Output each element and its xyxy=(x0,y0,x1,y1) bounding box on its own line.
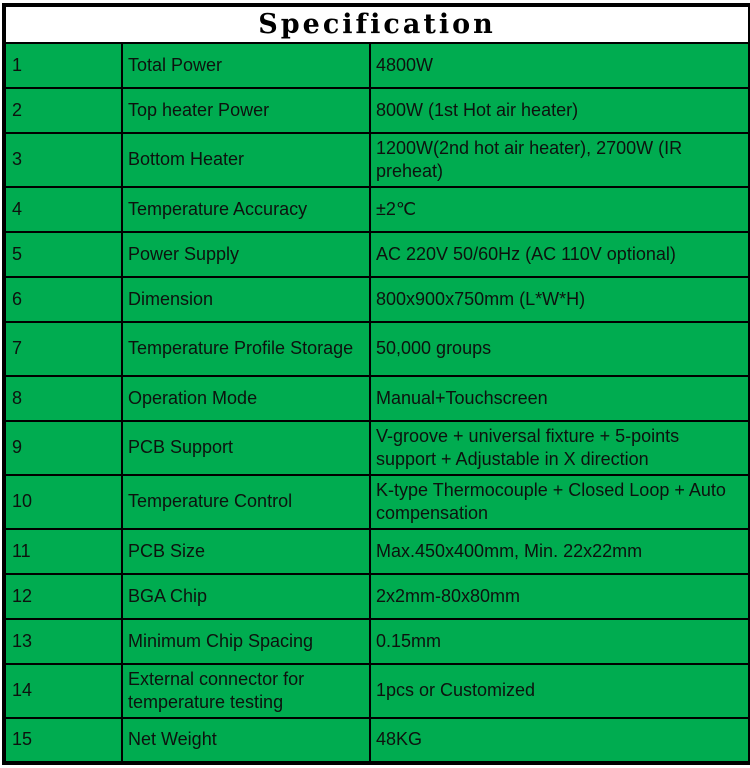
row-number: 15 xyxy=(4,718,122,763)
row-number: 4 xyxy=(4,187,122,232)
row-number: 9 xyxy=(4,421,122,475)
table-row xyxy=(4,619,750,664)
table-header-row xyxy=(4,5,750,43)
spec-item-label: Temperature Control xyxy=(122,475,370,529)
spec-item-label: Net Weight xyxy=(122,718,370,763)
spec-item-label: Temperature Accuracy xyxy=(122,187,370,232)
specification-table xyxy=(2,3,750,765)
row-number: 5 xyxy=(4,232,122,277)
table-row xyxy=(4,421,750,475)
spec-item-value: V-groove + universal fixture + 5-points support + Adjustable in X direction xyxy=(370,421,750,475)
table-row xyxy=(4,187,750,232)
row-number: 3 xyxy=(4,133,122,187)
spec-item-label: Bottom Heater xyxy=(122,133,370,187)
spec-item-value: 50,000 groups xyxy=(370,322,750,376)
table-row xyxy=(4,232,750,277)
table-row xyxy=(4,718,750,763)
row-number: 7 xyxy=(4,322,122,376)
spec-item-value: 48KG xyxy=(370,718,750,763)
spec-item-label: PCB Support xyxy=(122,421,370,475)
spec-item-value: K-type Thermocouple + Closed Loop + Auto compensation xyxy=(370,475,750,529)
table-row xyxy=(4,277,750,322)
spec-item-value: 800x900x750mm (L*W*H) xyxy=(370,277,750,322)
row-number: 11 xyxy=(4,529,122,574)
spec-item-label: External connector for temperature testing xyxy=(122,664,370,718)
spec-item-value: AC 220V 50/60Hz (AC 110V optional) xyxy=(370,232,750,277)
spec-item-value: 1200W(2nd hot air heater), 2700W (IR preheat) xyxy=(370,133,750,187)
row-number: 13 xyxy=(4,619,122,664)
table-row xyxy=(4,88,750,133)
spec-item-value: Manual+Touchscreen xyxy=(370,376,750,421)
spec-item-value: Max.450x400mm, Min. 22x22mm xyxy=(370,529,750,574)
spec-item-value: 2x2mm-80x80mm xyxy=(370,574,750,619)
table-row xyxy=(4,43,750,88)
spec-item-label: Operation Mode xyxy=(122,376,370,421)
table-row xyxy=(4,133,750,187)
row-number: 1 xyxy=(4,43,122,88)
spec-item-label: Top heater Power xyxy=(122,88,370,133)
spec-item-value: ±2℃ xyxy=(370,187,750,232)
row-number: 12 xyxy=(4,574,122,619)
spec-item-label: BGA Chip xyxy=(122,574,370,619)
row-number: 6 xyxy=(4,277,122,322)
spec-item-value: 4800W xyxy=(370,43,750,88)
spec-item-label: Dimension xyxy=(122,277,370,322)
table-title: Specification xyxy=(4,5,750,43)
table-row xyxy=(4,376,750,421)
row-number: 8 xyxy=(4,376,122,421)
table-row xyxy=(4,322,750,376)
spec-item-value: 0.15mm xyxy=(370,619,750,664)
spec-item-label: Temperature Profile Storage xyxy=(122,322,370,376)
row-number: 14 xyxy=(4,664,122,718)
table-row xyxy=(4,475,750,529)
spec-item-value: 800W (1st Hot air heater) xyxy=(370,88,750,133)
table-row xyxy=(4,664,750,718)
spec-item-label: Total Power xyxy=(122,43,370,88)
row-number: 2 xyxy=(4,88,122,133)
spec-item-label: Minimum Chip Spacing xyxy=(122,619,370,664)
spec-item-value: 1pcs or Customized xyxy=(370,664,750,718)
table-row xyxy=(4,574,750,619)
spec-item-label: Power Supply xyxy=(122,232,370,277)
spec-item-label: PCB Size xyxy=(122,529,370,574)
table-row xyxy=(4,529,750,574)
row-number: 10 xyxy=(4,475,122,529)
